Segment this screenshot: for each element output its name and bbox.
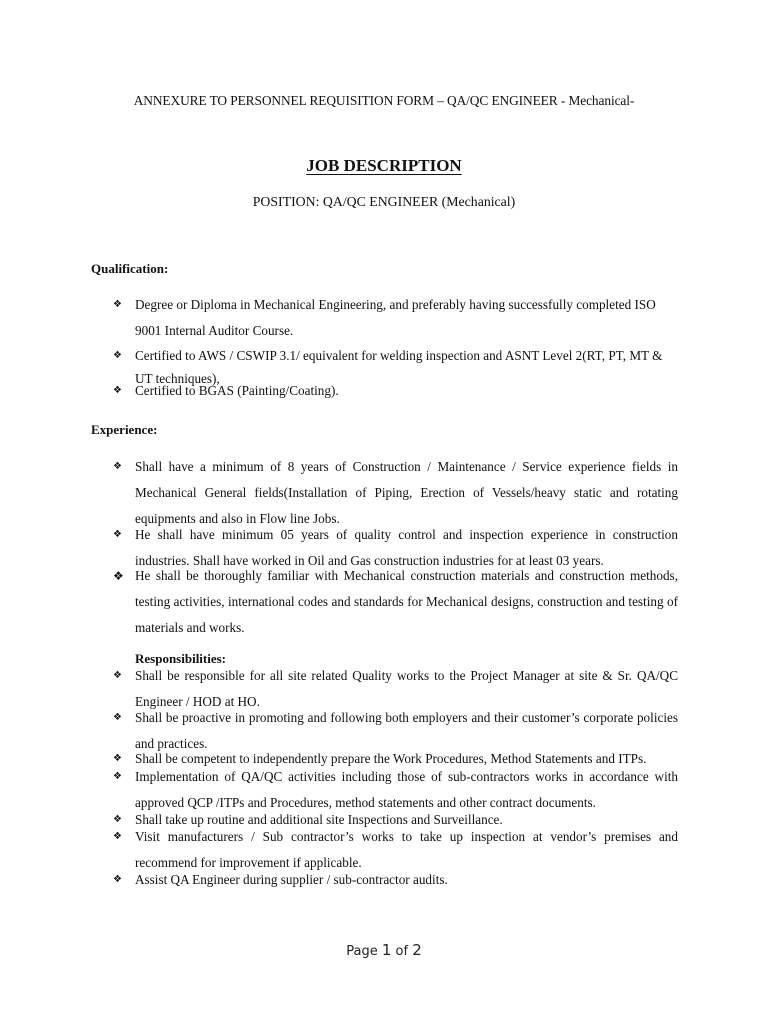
annexure-header: ANNEXURE TO PERSONNEL REQUISITION FORM – QA/QC ENGINEER - Mechanical- (133, 93, 635, 108)
qualification-item: Certified to AWS / CSWIP 3.1/ equivalent for welding inspection and ASNT Level 2(RT, PT, MT & UT techniques), (135, 348, 663, 386)
responsibilities-heading: Responsibilities: (135, 651, 227, 666)
diamond-bullet-icon: ❖ (113, 461, 122, 472)
diamond-bullet-icon: ❖ (113, 814, 122, 825)
qualification-item: Certified to BGAS (Painting/Coating). (135, 383, 339, 398)
diamond-bullet-icon: ❖ (113, 712, 122, 723)
total-pages-number: 2 (412, 941, 422, 959)
page-footer (0, 941, 768, 959)
responsibility-item: Assist QA Engineer during supplier / sub-contractor audits. (135, 872, 448, 887)
experience-heading: Experience: (91, 422, 158, 437)
experience-item: He shall have minimum 05 years of quality control and inspection experience in construction industries. Shall have worked in Oil and Gas construction industries for at least 03 years. (135, 527, 678, 568)
current-page-number: 1 (381, 941, 392, 959)
responsibility-item: Visit manufacturers / Sub contractor’s works to take up inspection at vendor’s premises and recommend for improvement if applicable. (135, 829, 678, 870)
diamond-bullet-icon: ❖ (113, 385, 122, 396)
list-item (113, 378, 678, 404)
list-item (113, 292, 678, 344)
diamond-bullet-icon: ❖ (113, 670, 122, 681)
experience-item: Shall have a minimum of 8 years of Construction / Maintenance / Service experience fields in Mechanical General fields(Installation of Piping, Erection of Vessels/heavy static and rotating equipments and also in Flow line Jobs. (135, 459, 678, 526)
diamond-bullet-icon: ❖ (113, 529, 122, 540)
document-title: JOB DESCRIPTION (306, 156, 462, 175)
responsibility-item: Shall be proactive in promoting and following both employers and their customer’s corporate policies and practices. (135, 710, 678, 751)
qualification-heading: Qualification: (91, 261, 169, 276)
responsibility-item: Implementation of QA/QC activities including those of sub-contractors works in accordance with approved QCP /ITPs and Procedures, method statements and other contract documents. (135, 769, 678, 810)
list-item (113, 867, 678, 893)
diamond-bullet-icon: ❖ (113, 831, 122, 842)
responsibility-item: Shall take up routine and additional site Inspections and Surveillance. (135, 812, 503, 827)
list-item (113, 454, 678, 532)
responsibility-item: Shall be responsible for all site related Quality works to the Project Manager at site & Sr. QA/QC Engineer / HOD at HO. (135, 668, 678, 709)
page-word: Page (346, 944, 378, 959)
diamond-bullet-icon: ❖ (113, 569, 124, 583)
experience-item: He shall be thoroughly familiar with Mechanical construction materials and construction methods, testing activities, international codes and standards for Mechanical designs, construction and testing of materials and works. (135, 568, 678, 635)
responsibility-item: Shall be competent to independently prepare the Work Procedures, Method Statements and ITPs. (135, 751, 647, 766)
position-line: POSITION: QA/QC ENGINEER (Mechanical) (252, 194, 516, 209)
diamond-bullet-icon: ❖ (113, 771, 122, 782)
diamond-bullet-icon: ❖ (113, 874, 122, 885)
qualification-item: Degree or Diploma in Mechanical Engineering, and preferably having successfully completed ISO 9001 Internal Auditor Course. (135, 297, 656, 338)
diamond-bullet-icon: ❖ (113, 350, 122, 361)
list-item (113, 563, 678, 641)
diamond-bullet-icon: ❖ (113, 299, 122, 310)
diamond-bullet-icon: ❖ (113, 753, 122, 764)
of-word: of (395, 944, 409, 959)
